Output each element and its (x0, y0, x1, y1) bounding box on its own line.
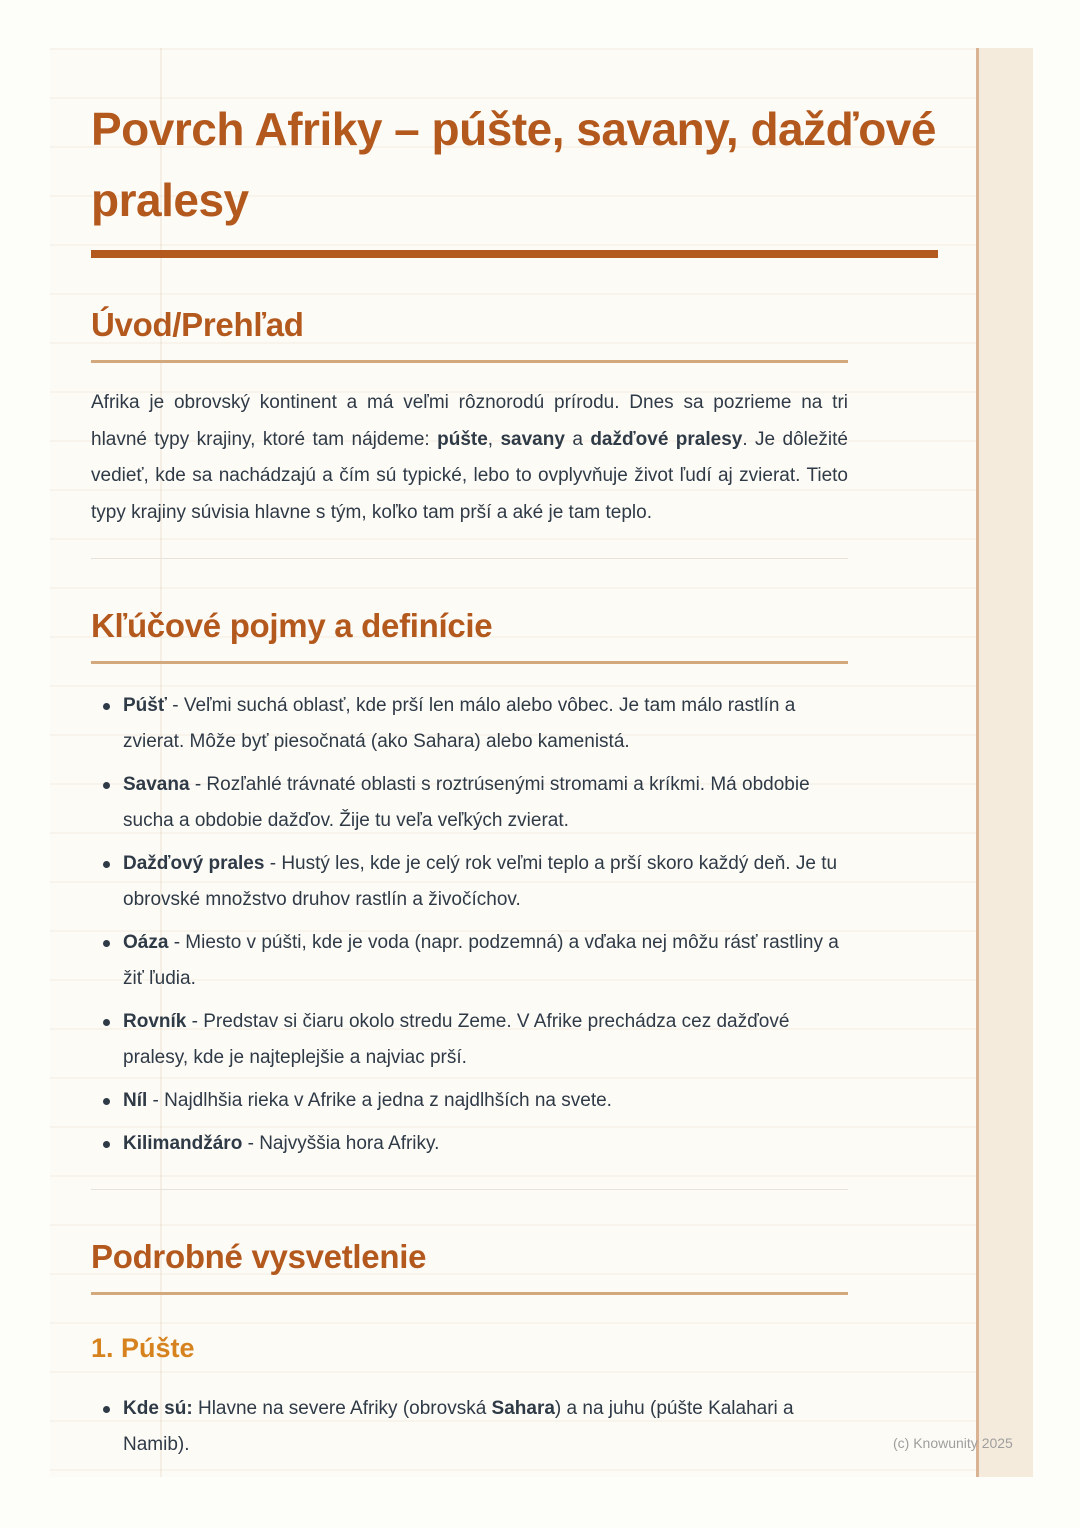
intro-heading-rule (91, 360, 848, 363)
page-title: Povrch Afriky – púšte, savany, dažďové pralesy (91, 103, 936, 226)
term-item-nil: Níl - Najdlhšia rieka v Afrike a jedna z najdlhších na svete. (91, 1083, 848, 1119)
key-terms-list (91, 688, 848, 1162)
term-item-pust: Púšť - Veľmi suchá oblasť, kde prší len málo alebo vôbec. Je tam málo rastlín a zvierat. Môže byť piesočnatá (ako Sahara) alebo kamenistá. (91, 688, 848, 760)
next-page-edge (976, 48, 1033, 1477)
term-item-kilimandzaro: Kilimandžáro - Najvyššia hora Afriky. (91, 1126, 848, 1162)
term-item-rovnik: Rovník - Predstav si čiaru okolo stredu Zeme. V Afrike prechádza cez dažďové pralesy, kde je najteplejšie a najviac prší. (91, 1004, 848, 1076)
term-item-savana: Savana - Rozľahlé trávnaté oblasti s roztrúsenými stromami a kríkmi. Má obdobie sucha a obdobie dažďov. Žije tu veľa veľkých zvierat. (91, 767, 848, 839)
intro-paragraph: Afrika je obrovský kontinent a má veľmi rôznorodú prírodu. Dnes sa pozrieme na tri hlavné typy krajiny, ktoré tam nájdeme: púšte, savany a dažďové pralesy. Je dôležité vedieť, kde sa nachádzajú a čím sú typické, lebo to ovplyvňuje život ľudí aj zvierat. Tieto typy krajiny súvisia hlavne s tým, koľko tam prší a aké je tam teplo. (91, 392, 848, 523)
document-page (50, 48, 976, 1477)
details-subheading-puste: 1. Púšte (91, 1333, 195, 1363)
detail-item-kde-su: Kde sú: Hlavne na severe Afriky (obrovská Sahara) a na juhu (púšte Kalahari a Namib). (91, 1391, 848, 1463)
section-divider (91, 558, 848, 559)
section-key-terms (91, 603, 976, 1162)
section-intro (91, 302, 976, 531)
title-rule (91, 250, 938, 258)
details-list (91, 1391, 848, 1463)
details-heading-rule (91, 1292, 848, 1295)
intro-heading: Úvod/Prehľad (91, 306, 304, 343)
term-item-dazdovy-prales: Dažďový prales - Hustý les, kde je celý rok veľmi teplo a prší skoro každý deň. Je tu obrovské množstvo druhov rastlín a živočíchov. (91, 846, 848, 918)
copyright-watermark: (c) Knowunity 2025 (893, 1435, 1013, 1451)
details-heading: Podrobné vysvetlenie (91, 1238, 427, 1275)
section-divider (91, 1189, 848, 1190)
key-terms-heading-rule (91, 661, 848, 664)
section-details (91, 1234, 976, 1463)
term-item-oaza: Oáza - Miesto v púšti, kde je voda (napr. podzemná) a vďaka nej môžu rásť rastliny a žiť ľudia. (91, 925, 848, 997)
key-terms-heading: Kľúčové pojmy a definície (91, 607, 493, 644)
